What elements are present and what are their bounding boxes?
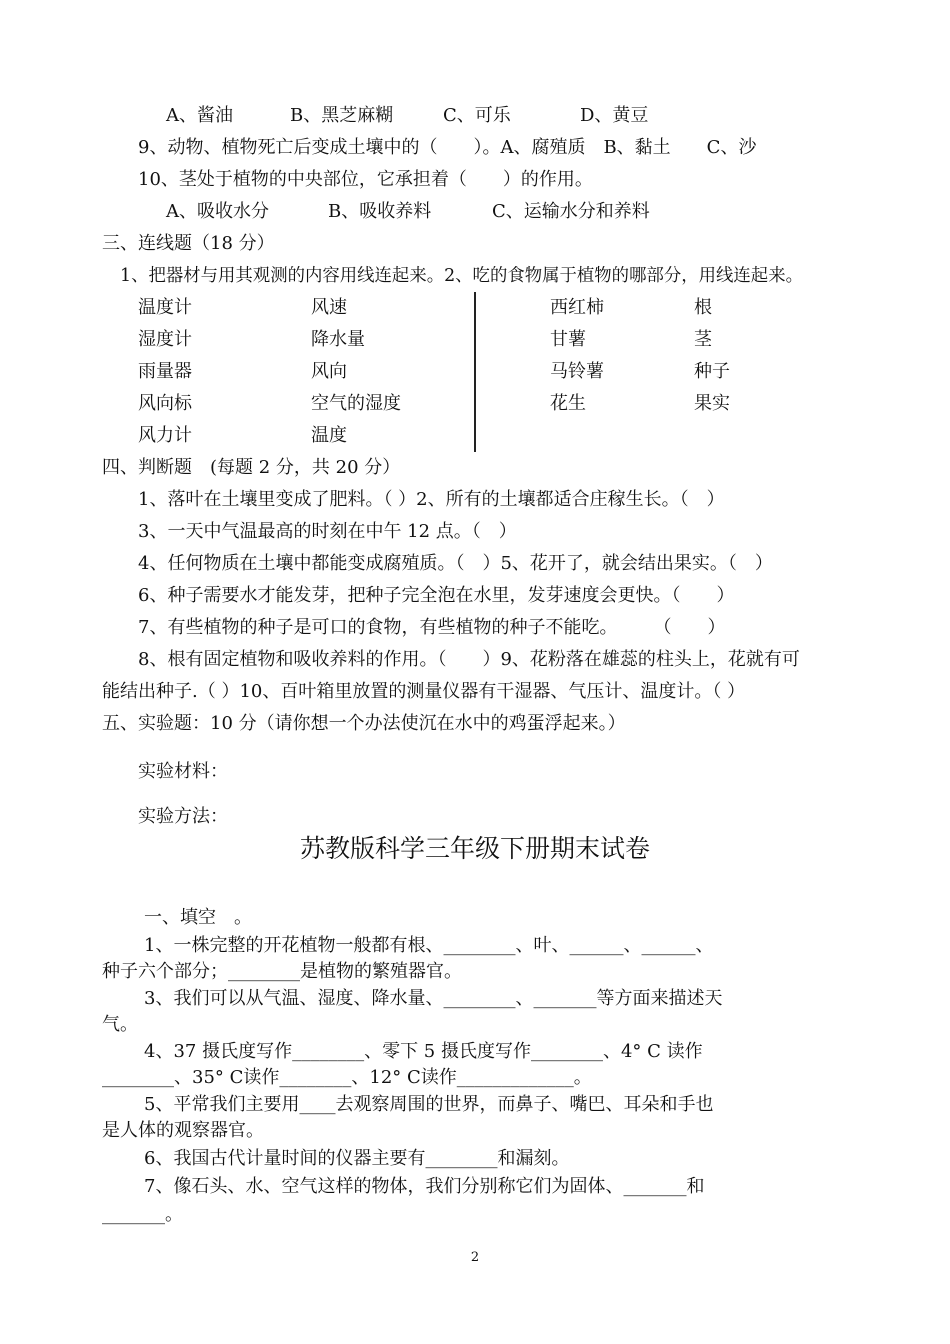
instrument-item: 风向标 — [138, 393, 192, 414]
exam-title: 苏教版科学三年级下册期末试卷 — [299, 834, 650, 863]
judgment-line: 3、一天中气温最高的时刻在中午 12 点。（ ） — [138, 521, 517, 542]
fill-line: 气。 — [102, 1014, 138, 1035]
fill-line: 5、平常我们主要用____去观察周围的世界，而鼻子、嘴巴、耳朵和手也 — [144, 1094, 714, 1115]
judgment-line: 能结出种子.（ ）10、百叶箱里放置的测量仪器有干湿器、气压计、温度计。（ ） — [102, 681, 746, 702]
column-divider — [474, 292, 476, 452]
experiment-method-label: 实验方法： — [138, 806, 228, 827]
q10-option-a: A、吸收水分 — [166, 201, 269, 222]
instrument-item: 风力计 — [138, 425, 192, 446]
q10-option-b: B、吸收养料 — [328, 201, 432, 222]
q8-option-a: A、酱油 — [166, 105, 233, 126]
instrument-item: 雨量器 — [138, 361, 192, 382]
fill-line: 是人体的观察器官。 — [102, 1120, 264, 1141]
judgment-line: 4、任何物质在土壤中都能变成腐殖质。（ ）5、花开了，就会结出果实。（ ） — [138, 553, 773, 574]
measurement-item: 风速 — [311, 297, 347, 318]
question-9: 9、动物、植物死亡后变成土壤中的（ ）。A、腐殖质 B、黏土 C、沙 — [138, 137, 757, 158]
fill-line: 种子六个部分；________是植物的繁殖器官。 — [102, 961, 462, 982]
section3-heading: 三、连线题（18 分） — [102, 233, 275, 254]
q8-option-c: C、可乐 — [443, 105, 511, 126]
plant-part-item: 根 — [694, 297, 712, 318]
fill-line: 6、我国古代计量时间的仪器主要有________和漏刻。 — [144, 1148, 570, 1169]
fill-line: 1、一株完整的开花植物一般都有根、________、叶、______、______、 — [144, 935, 714, 956]
measurement-item: 温度 — [311, 425, 347, 446]
fill-line: ________、35° C读作________、12° C读作_____________。 — [102, 1067, 592, 1088]
judgment-line: 7、有些植物的种子是可口的食物，有些植物的种子不能吃。 （ ） — [138, 617, 726, 638]
q10-option-c: C、运输水分和养料 — [492, 201, 650, 222]
q8-option-d: D、黄豆 — [580, 105, 649, 126]
plant-part-item: 果实 — [694, 393, 730, 414]
instrument-item: 温度计 — [138, 297, 192, 318]
question-10: 10、茎处于植物的中央部位，它承担着（ ）的作用。 — [138, 169, 593, 190]
plant-part-item: 茎 — [694, 329, 712, 350]
measurement-item: 空气的湿度 — [311, 393, 401, 414]
fill-line: 7、像石头、水、空气这样的物体，我们分别称它们为固体、_______和 — [144, 1176, 705, 1197]
page-number: 2 — [470, 1250, 480, 1265]
fill-heading: 一、填空 。 — [144, 907, 252, 928]
instrument-item: 湿度计 — [138, 329, 192, 350]
food-item: 西红柿 — [550, 297, 604, 318]
section5-heading: 五、实验题：10 分（请你想一个办法使沉在水中的鸡蛋浮起来。） — [102, 713, 626, 734]
fill-line: 4、37 摄氏度写作________、零下 5 摄氏度写作________、4° C 读作 — [144, 1041, 703, 1062]
food-item: 马铃薯 — [550, 361, 604, 382]
plant-part-item: 种子 — [694, 361, 730, 382]
food-item: 花生 — [550, 393, 586, 414]
food-item: 甘薯 — [550, 329, 586, 350]
judgment-line: 6、种子需要水才能发芽，把种子完全泡在水里，发芽速度会更快。（ ） — [138, 585, 735, 606]
experiment-materials-label: 实验材料： — [138, 761, 228, 782]
section3-instructions: 1、把器材与用其观测的内容用线连起来。2、吃的食物属于植物的哪部分，用线连起来。 — [120, 266, 803, 286]
measurement-item: 风向 — [311, 361, 347, 382]
section4-heading: 四、判断题 (每题 2 分，共 20 分） — [102, 457, 401, 478]
measurement-item: 降水量 — [311, 329, 365, 350]
judgment-line: 8、根有固定植物和吸收养料的作用。（ ）9、花粉落在雄蕊的柱头上，花就有可 — [138, 649, 800, 670]
judgment-line: 1、落叶在土壤里变成了肥料。（ ）2、所有的土壤都适合庄稼生长。（ ） — [138, 489, 725, 510]
fill-line: 3、我们可以从气温、湿度、降水量、________、_______等方面来描述天 — [144, 988, 723, 1009]
q8-option-b: B、黑芝麻糊 — [290, 105, 394, 126]
fill-line: _______。 — [102, 1204, 183, 1225]
